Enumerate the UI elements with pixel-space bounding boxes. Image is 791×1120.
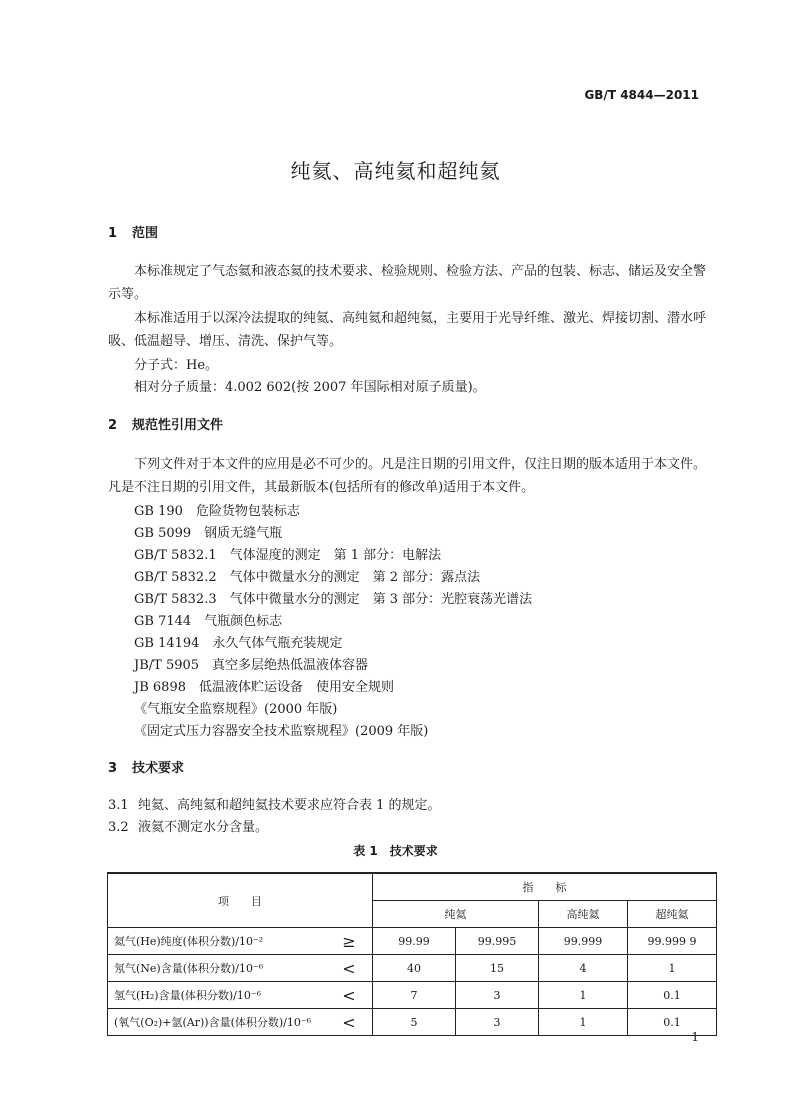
row-value: 40: [373, 955, 456, 982]
table-caption: 表 1 技术要求: [353, 844, 438, 858]
paragraph: 本标准适用于以深冷法提取的纯氦、高纯氦和超纯氦，主要用于光导纤维、激光、焊接切割、潜水呼吸、低温超导、增压、清洗、保护气等。: [108, 311, 707, 349]
header-item: 项 目: [108, 873, 373, 928]
paragraph: 下列文件对于本文件的应用是必不可少的。凡是注日期的引用文件，仅注日期的版本适用于本文件。凡是不注日期的引用文件，其最新版本(包括所有的修改单)适用于本文件。: [108, 457, 707, 495]
molecular-formula: 分子式：He。: [134, 358, 219, 373]
row-symbol: ≥: [326, 928, 373, 955]
row-value: 0.1: [628, 982, 717, 1009]
row-value: 4: [539, 955, 628, 982]
table-row: [108, 982, 717, 1009]
reference-item: GB 7144 气瓶颜色标志: [134, 614, 283, 629]
row-value: 1: [628, 955, 717, 982]
row-symbol: <: [326, 955, 373, 982]
row-value: 1: [539, 1009, 628, 1036]
row-item: 氦气(He)纯度(体积分数)/10⁻²: [108, 928, 327, 955]
requirement-item: [108, 816, 268, 835]
reference-item: GB/T 5832.1 气体湿度的测定 第 1 部分：电解法: [134, 548, 442, 563]
page-number: 1: [691, 1030, 699, 1044]
clause-text: 液氦不测定水分含量。: [138, 820, 269, 835]
row-item: (氧气(O₂)+氩(Ar))含量(体积分数)/10⁻⁶: [108, 1009, 327, 1036]
reference-item: 《气瓶安全监察规程》(2000 年版): [134, 702, 338, 717]
row-item: 氖气(Ne)含量(体积分数)/10⁻⁶: [108, 955, 327, 982]
grade-header: 超纯氦: [628, 901, 717, 928]
section-title: 技术要求: [132, 761, 185, 776]
clause-number: 3.2: [108, 820, 129, 835]
table-row: [108, 955, 717, 982]
row-value: 5: [373, 1009, 456, 1036]
row-value: 99.999: [539, 928, 628, 955]
row-value: 99.995: [456, 928, 539, 955]
section-title: 范围: [132, 226, 159, 241]
reference-item: 《固定式压力容器安全技术监察规程》(2009 年版): [134, 724, 429, 739]
row-value: 1: [539, 982, 628, 1009]
reference-item: GB 190 危险货物包装标志: [134, 504, 300, 519]
requirement-item: [108, 794, 441, 813]
clause-text: 纯氦、高纯氦和超纯氦技术要求应符合表 1 的规定。: [138, 798, 441, 813]
row-value: 99.999 9: [628, 928, 717, 955]
molecular-mass: 相对分子质量：4.002 602(按 2007 年国际相对原子质量)。: [134, 380, 486, 395]
table-header-row: [108, 873, 717, 901]
row-value: 3: [456, 982, 539, 1009]
spec-table: [107, 872, 717, 1036]
table-row: [108, 1009, 717, 1036]
reference-item: GB 14194 永久气体气瓶充装规定: [134, 636, 343, 651]
grade-header: 纯氦: [373, 901, 539, 928]
clause-number: 3.1: [108, 798, 129, 813]
row-value: 99.99: [373, 928, 456, 955]
section-number: 2: [108, 418, 118, 433]
reference-item: GB 5099 钢质无缝气瓶: [134, 526, 283, 541]
row-value: 3: [456, 1009, 539, 1036]
section-1-heading: [108, 222, 158, 241]
section-title: 规范性引用文件: [132, 418, 224, 433]
section-number: 1: [108, 226, 118, 241]
row-symbol: <: [326, 982, 373, 1009]
document-title: 纯氦、高纯氦和超纯氦: [290, 159, 501, 183]
table-row: [108, 928, 717, 955]
reference-item: GB/T 5832.3 气体中微量水分的测定 第 3 部分：光腔衰荡光谱法: [134, 592, 533, 607]
standard-code: GB/T 4844—2011: [584, 88, 699, 102]
row-value: 0.1: [628, 1009, 717, 1036]
row-value: 7: [373, 982, 456, 1009]
section-3-heading: [108, 757, 184, 776]
section-2-heading: [108, 414, 223, 433]
grade-header: 高纯氦: [539, 901, 628, 928]
section-number: 3: [108, 761, 118, 776]
row-value: 15: [456, 955, 539, 982]
header-indicator: 指 标: [373, 873, 717, 901]
reference-item: JB/T 5905 真空多层绝热低温液体容器: [134, 658, 369, 673]
reference-item: JB 6898 低温液体贮运设备 使用安全规则: [134, 680, 394, 695]
paragraph: 本标准规定了气态氦和液态氦的技术要求、检验规则、检验方法、产品的包装、标志、储运及安全警示等。: [108, 264, 707, 302]
row-item: 氢气(H₂)含量(体积分数)/10⁻⁶: [108, 982, 327, 1009]
reference-item: GB/T 5832.2 气体中微量水分的测定 第 2 部分：露点法: [134, 570, 481, 585]
row-symbol: <: [326, 1009, 373, 1036]
